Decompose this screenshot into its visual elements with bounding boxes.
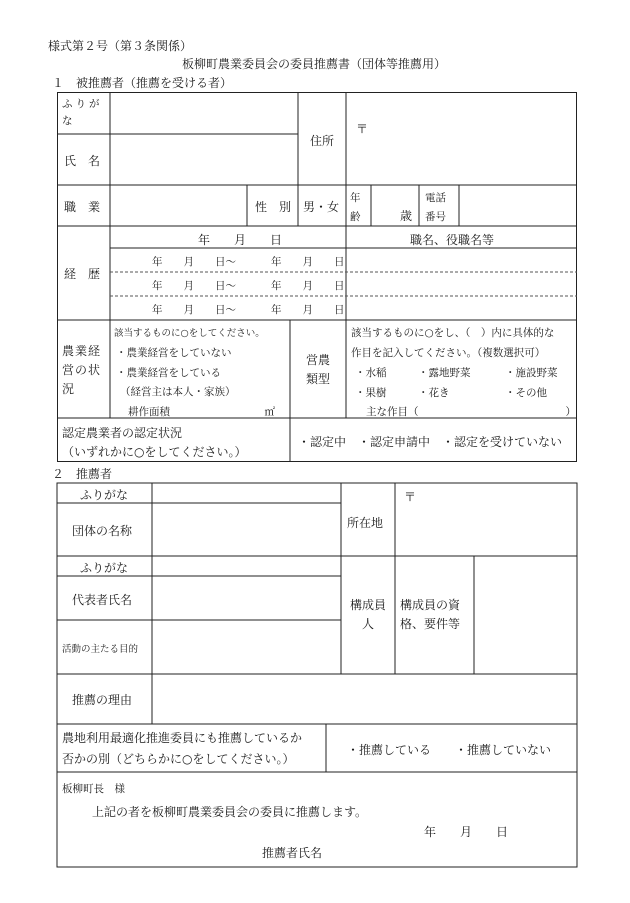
optimization-instruction: 否かの別（どちらかに○をしてください。） bbox=[62, 752, 295, 766]
location-postal-mark: 〒 bbox=[404, 490, 417, 504]
members-qualification-field[interactable] bbox=[475, 557, 576, 673]
statement: 上記の者を板柳町農業委員会の委員に推薦します。 bbox=[92, 805, 368, 819]
type-instruction-2: 作目を記入してください。（複数選択可） bbox=[351, 347, 546, 359]
career-row-2-to: 年 月 日 bbox=[271, 280, 345, 292]
rep-furigana-label: ふりがな bbox=[80, 561, 129, 575]
career-label: 経 歴 bbox=[64, 267, 101, 281]
type-other[interactable]: ・その他 bbox=[505, 387, 547, 399]
age-unit: 歳 bbox=[400, 209, 413, 223]
org-name-label: 団体の名称 bbox=[72, 524, 133, 538]
certified-label: 認定農業者の認定状況 bbox=[62, 426, 183, 440]
document-title: 板柳町農業委員会の委員推薦書（団体等推薦用） bbox=[182, 57, 447, 71]
section1-heading: １ 被推薦者（推薦を受ける者） bbox=[52, 76, 233, 90]
type-flowers[interactable]: ・花き bbox=[418, 387, 450, 399]
type-greenhouse-vegetables[interactable]: ・施設野菜 bbox=[505, 367, 558, 379]
addressee: 板柳町長 様 bbox=[62, 783, 125, 795]
rep-furigana-field[interactable] bbox=[153, 557, 340, 575]
name-label: 氏 名 bbox=[64, 154, 101, 168]
career-row-3-from: 年 月 日～ bbox=[152, 304, 236, 316]
career-row-1-from: 年 月 日～ bbox=[152, 256, 236, 268]
sex-options[interactable]: 男・女 bbox=[303, 200, 340, 214]
farming-manager-note: （経営主は本人・家族） bbox=[120, 386, 236, 398]
location-label: 所在地 bbox=[347, 516, 384, 530]
phone-label: 電話番号 bbox=[425, 192, 446, 223]
optimization-options[interactable]: ・推薦している ・推薦していない bbox=[347, 743, 552, 757]
sex-label: 性 別 bbox=[255, 200, 292, 214]
location-field[interactable] bbox=[396, 484, 576, 555]
furigana-label: ふりがな bbox=[62, 98, 103, 127]
members-qualification-label: 構成員の資格、要件等 bbox=[400, 598, 461, 631]
career-position-header: 職名、役職名等 bbox=[410, 233, 495, 247]
career-date-header: 年 月 日 bbox=[198, 233, 283, 247]
rep-name-label: 代表者氏名 bbox=[72, 593, 133, 607]
purpose-label: 活動の主たる目的 bbox=[62, 644, 139, 655]
type-rice[interactable]: ・水稲 bbox=[355, 367, 387, 379]
members-count: 構成員 人 bbox=[349, 598, 399, 631]
furigana-field[interactable] bbox=[111, 96, 297, 133]
address-field[interactable] bbox=[348, 93, 576, 184]
reason-field[interactable] bbox=[153, 675, 576, 723]
main-crop[interactable]: 主な作目（ ） bbox=[366, 406, 576, 418]
org-furigana-field[interactable] bbox=[153, 484, 340, 502]
rep-name-field[interactable] bbox=[153, 577, 340, 619]
career-row-2-from: 年 月 日～ bbox=[152, 280, 236, 292]
farming-area: 耕作面積 ㎡ bbox=[128, 406, 275, 418]
occupation-field[interactable] bbox=[111, 186, 246, 225]
type-fruit[interactable]: ・果樹 bbox=[355, 387, 387, 399]
farming-option-yes[interactable]: ・農業経営をしている bbox=[116, 367, 221, 379]
reason-label: 推薦の理由 bbox=[72, 693, 133, 707]
farming-instruction: 該当するものに○をしてください。 bbox=[114, 328, 265, 339]
type-instruction-1: 該当するものに○をし、（ ）内に具体的な bbox=[351, 327, 555, 339]
type-open-vegetables[interactable]: ・露地野菜 bbox=[418, 367, 471, 379]
farming-status-label: 農業経営の状況 bbox=[62, 344, 102, 396]
certified-options[interactable]: ・認定中 ・認定申請中 ・認定を受けていない bbox=[298, 435, 563, 449]
occupation-label: 職 業 bbox=[64, 200, 101, 214]
recommender-label: 推薦者氏名 bbox=[262, 846, 323, 860]
phone-field[interactable] bbox=[460, 186, 576, 225]
name-field[interactable] bbox=[111, 135, 297, 184]
farming-type-label: 営農類型 bbox=[306, 353, 331, 386]
farming-option-none[interactable]: ・農業経営をしていない bbox=[116, 347, 232, 359]
form-number: 様式第２号（第３条関係） bbox=[48, 39, 193, 53]
career-row-3-to: 年 月 日 bbox=[271, 304, 345, 316]
address-label: 住所 bbox=[310, 134, 335, 148]
org-name-field[interactable] bbox=[153, 504, 340, 555]
purpose-field[interactable] bbox=[153, 621, 340, 673]
age-label: 年齢 bbox=[350, 192, 361, 223]
optimization-label: 農地利用最適化推進委員にも推薦しているか bbox=[62, 731, 303, 745]
date-line[interactable]: 年 月 日 bbox=[424, 825, 509, 839]
career-row-1-to: 年 月 日 bbox=[271, 256, 345, 268]
certified-instruction: （いずれかに○をしてください。） bbox=[62, 445, 247, 459]
address-postal-mark: 〒 bbox=[356, 122, 369, 136]
org-furigana-label: ふりがな bbox=[80, 488, 129, 502]
section2-heading: ２ 推薦者 bbox=[52, 467, 113, 481]
